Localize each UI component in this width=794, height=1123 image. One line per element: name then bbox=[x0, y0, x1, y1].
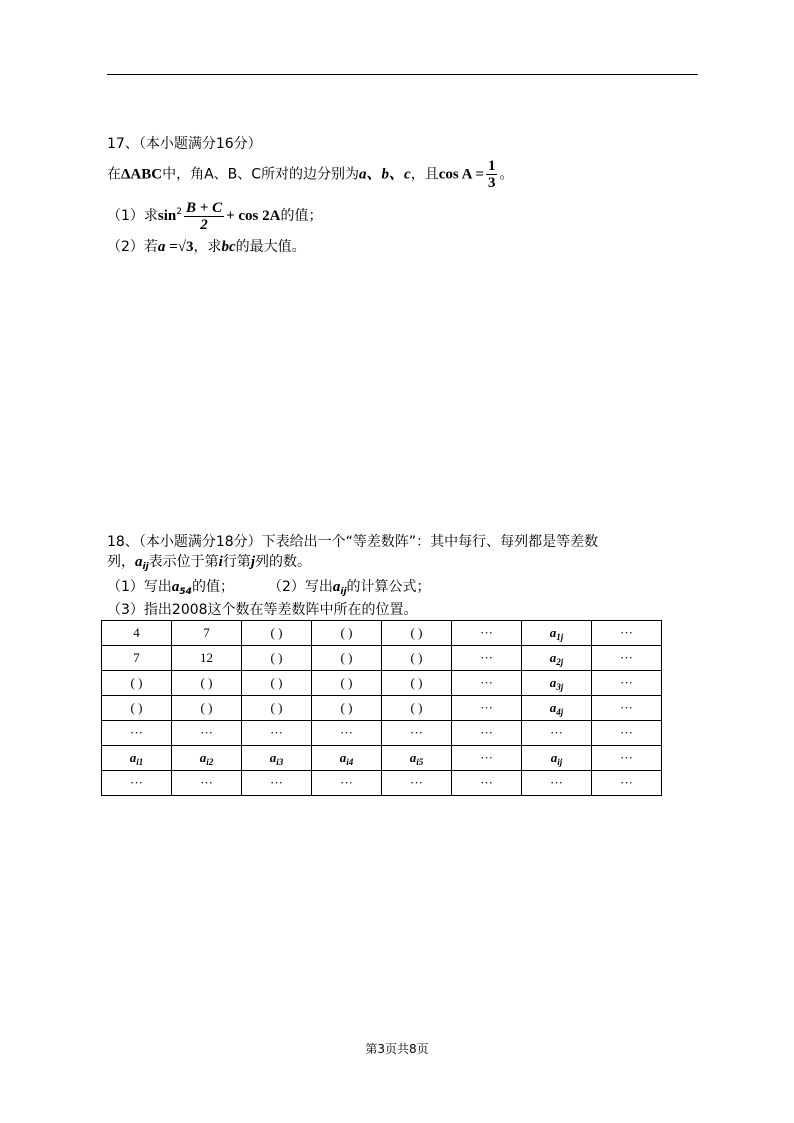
q18-line2-mid: 表示位于第 bbox=[148, 554, 219, 570]
table-cell: ( ) bbox=[312, 696, 382, 721]
table-cell: ( ) bbox=[382, 671, 452, 696]
q17-bc: bc bbox=[221, 239, 236, 255]
q17-fraction bbox=[486, 158, 498, 191]
table-row bbox=[102, 746, 662, 771]
q18-aij-sub: ij bbox=[142, 562, 149, 572]
table-cell: $a_{i3}$ bbox=[242, 746, 312, 771]
table-cell: ··· bbox=[592, 646, 662, 671]
table-cell: ··· bbox=[452, 646, 522, 671]
q17-p2-mid: ，求 bbox=[193, 239, 222, 255]
q17-intro-pre: 在 bbox=[107, 166, 121, 183]
table-cell: ··· bbox=[592, 621, 662, 646]
table-cell: $a_{1j}$ bbox=[522, 621, 592, 646]
table-cell: ( ) bbox=[312, 671, 382, 696]
q17-intro-and: ，且 bbox=[410, 166, 439, 183]
q17-p1-num: B + C bbox=[186, 199, 223, 216]
table-row bbox=[102, 771, 662, 796]
table-cell: ( ) bbox=[172, 671, 242, 696]
table-cell: ··· bbox=[452, 746, 522, 771]
table-cell: ··· bbox=[172, 771, 242, 796]
table-cell: ( ) bbox=[242, 696, 312, 721]
table-cell: 12 bbox=[172, 646, 242, 671]
q17-p1-den: 2 bbox=[200, 216, 208, 233]
table-cell: ( ) bbox=[102, 671, 172, 696]
table-cell: ( ) bbox=[102, 696, 172, 721]
table-cell: ··· bbox=[102, 721, 172, 746]
table-cell: ··· bbox=[592, 721, 662, 746]
table-cell: ··· bbox=[452, 621, 522, 646]
q18-j: j bbox=[250, 554, 256, 570]
table-cell: ( ) bbox=[312, 621, 382, 646]
table-cell: 7 bbox=[172, 621, 242, 646]
table-cell: $a_{i4}$ bbox=[312, 746, 382, 771]
table-cell: 4 bbox=[102, 621, 172, 646]
q17-p2-end: 的最大值。 bbox=[235, 239, 306, 255]
table-cell: $a_{3j}$ bbox=[522, 671, 592, 696]
q17-p2-pre: （2）若 bbox=[107, 239, 158, 255]
q17-p1-pre: （1）求 bbox=[107, 208, 158, 224]
q17-sin-exp: 2 bbox=[176, 207, 183, 217]
table-cell: ( ) bbox=[242, 621, 312, 646]
table-cell: ··· bbox=[382, 721, 452, 746]
table-row bbox=[102, 696, 662, 721]
q18-i: i bbox=[218, 554, 223, 570]
table-cell: $a_{ij}$ bbox=[522, 746, 592, 771]
table-row bbox=[102, 671, 662, 696]
q17-p1-plus: + cos 2A bbox=[226, 208, 281, 224]
q18-line2 bbox=[107, 552, 311, 577]
table-cell: ( ) bbox=[382, 696, 452, 721]
table-cell: ··· bbox=[592, 696, 662, 721]
table-cell: ··· bbox=[382, 771, 452, 796]
q17-cosA: cos A = bbox=[438, 166, 484, 183]
table-row bbox=[102, 621, 662, 646]
table-cell: ··· bbox=[242, 721, 312, 746]
q18-p2-end: 的计算公式； bbox=[346, 579, 431, 595]
q17-triangle: ΔABC bbox=[121, 166, 163, 183]
q17-part2 bbox=[107, 237, 306, 257]
table-cell: $a_{4j}$ bbox=[522, 696, 592, 721]
table-cell: 7 bbox=[102, 646, 172, 671]
q17-sin: sin bbox=[157, 208, 177, 224]
q18-line2-mid2: 行第 bbox=[222, 554, 251, 570]
q18-p2-aij: a bbox=[332, 579, 341, 595]
table-cell: ··· bbox=[452, 671, 522, 696]
q18-line2-pre: 列， bbox=[107, 554, 135, 570]
q18-p2-aij-sub: ij bbox=[340, 587, 347, 597]
table-cell: $a_{2j}$ bbox=[522, 646, 592, 671]
q17-frac-den: 3 bbox=[487, 175, 496, 191]
q17-sqrt3: √3 bbox=[177, 239, 194, 255]
q18-part3: （3）指出2008这个数在等差数阵中所在的位置。 bbox=[107, 602, 418, 618]
q18-aij: a bbox=[135, 554, 143, 570]
table-cell: ··· bbox=[592, 746, 662, 771]
q17-a-eq: a = bbox=[157, 239, 178, 255]
table-cell: ··· bbox=[312, 771, 382, 796]
q18-p1-pre: （1）写出 bbox=[107, 579, 172, 595]
table-cell: ( ) bbox=[382, 646, 452, 671]
table-cell: ··· bbox=[592, 771, 662, 796]
table-cell: ··· bbox=[102, 771, 172, 796]
table-cell: ··· bbox=[452, 771, 522, 796]
q18-p1-end: 的值； bbox=[191, 579, 234, 595]
table-cell: ··· bbox=[312, 721, 382, 746]
page-footer: 第3页共8页 bbox=[365, 1042, 429, 1056]
table-cell: $a_{i2}$ bbox=[172, 746, 242, 771]
q17-intro-end: 。 bbox=[499, 166, 514, 183]
table-cell: ··· bbox=[172, 721, 242, 746]
q17-intro bbox=[107, 158, 513, 191]
q18-a54: a bbox=[171, 579, 180, 595]
q18-line2-end: 列的数。 bbox=[255, 554, 312, 570]
q18-p2-pre: （2）写出 bbox=[267, 579, 333, 595]
table-cell: ( ) bbox=[312, 646, 382, 671]
table-cell: ( ) bbox=[242, 671, 312, 696]
table-row bbox=[102, 721, 662, 746]
table-cell: $a_{i5}$ bbox=[382, 746, 452, 771]
table-cell: ··· bbox=[452, 721, 522, 746]
table-cell: ··· bbox=[592, 671, 662, 696]
table-cell: ( ) bbox=[172, 696, 242, 721]
q18-parts12 bbox=[107, 577, 431, 602]
table-cell: ··· bbox=[522, 771, 592, 796]
table-cell: ··· bbox=[242, 771, 312, 796]
q17-sides: a、b、c bbox=[359, 166, 411, 183]
table-cell: ( ) bbox=[242, 646, 312, 671]
table-cell: ( ) bbox=[382, 621, 452, 646]
table-cell: $a_{i1}$ bbox=[102, 746, 172, 771]
table-row bbox=[102, 646, 662, 671]
q18-header: 18、（本小题满分18分）下表给出一个“等差数阵”：其中每行、每列都是等差数 bbox=[107, 534, 599, 550]
arithmetic-matrix-table bbox=[101, 620, 662, 796]
q17-p1-end: 的值； bbox=[280, 208, 323, 224]
q18-a54-sub: 54 bbox=[179, 587, 192, 597]
q17-intro-mid: 中，角A、B、C所对的边分别为 bbox=[162, 166, 360, 183]
q17-header: 17、（本小题满分16分） bbox=[107, 136, 262, 152]
header-rule bbox=[107, 74, 698, 75]
q17-part1 bbox=[107, 196, 322, 233]
q17-frac-num: 1 bbox=[487, 158, 496, 174]
q17-p1-fraction bbox=[184, 200, 224, 233]
table-cell: ··· bbox=[452, 696, 522, 721]
table-cell: ··· bbox=[522, 721, 592, 746]
